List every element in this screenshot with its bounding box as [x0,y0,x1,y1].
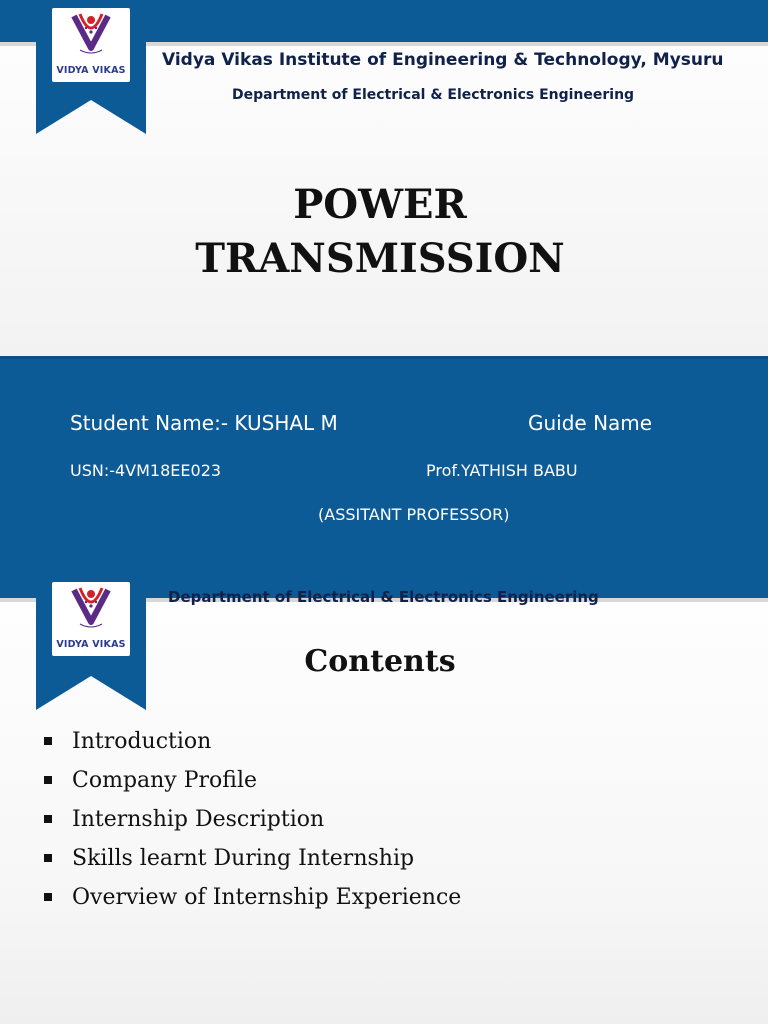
list-item [44,765,461,804]
guide-label: Guide Name [528,411,653,435]
institute-logo [52,582,130,656]
student-info-band [0,356,768,556]
title-line-1: POWER [293,181,467,228]
department-name: Department of Electrical & Electronics Engineering [168,588,599,606]
contents-heading: Contents [304,644,456,679]
list-item-text: Overview of Internship Experience [72,885,462,910]
square-bullet-icon [44,854,52,862]
department-name: Department of Electrical & Electronics Engineering [232,87,635,103]
logo-emblem-icon [52,582,130,632]
contents-list [44,726,461,921]
list-item [44,804,461,843]
contents-slide [0,556,768,1024]
logo-wordmark: VIDYA VIKAS [56,639,126,650]
institute-logo [52,8,130,82]
list-item-text: Company Profile [72,768,258,793]
square-bullet-icon [44,737,52,745]
square-bullet-icon [44,893,52,901]
list-item [44,882,461,921]
logo-emblem-icon [52,8,130,58]
presentation-title [140,178,620,286]
guide-name: Prof.YATHISH BABU [426,461,578,480]
list-item-text: Introduction [72,729,212,754]
square-bullet-icon [44,815,52,823]
logo-wordmark: VIDYA VIKAS [56,65,126,76]
institute-name: Vidya Vikas Institute of Engineering & Technology, Mysuru [162,50,724,70]
list-item [44,843,461,882]
list-item-text: Skills learnt During Internship [72,846,415,871]
square-bullet-icon [44,776,52,784]
title-line-2: TRANSMISSION [195,235,565,282]
list-item-text: Internship Description [72,807,325,832]
student-name: Student Name:- KUSHAL M [70,411,338,435]
list-item [44,726,461,765]
logo-ribbon [36,556,146,690]
student-usn: USN:-4VM18EE023 [70,461,222,480]
guide-designation: (ASSITANT PROFESSOR) [318,505,510,524]
logo-ribbon [36,0,146,134]
